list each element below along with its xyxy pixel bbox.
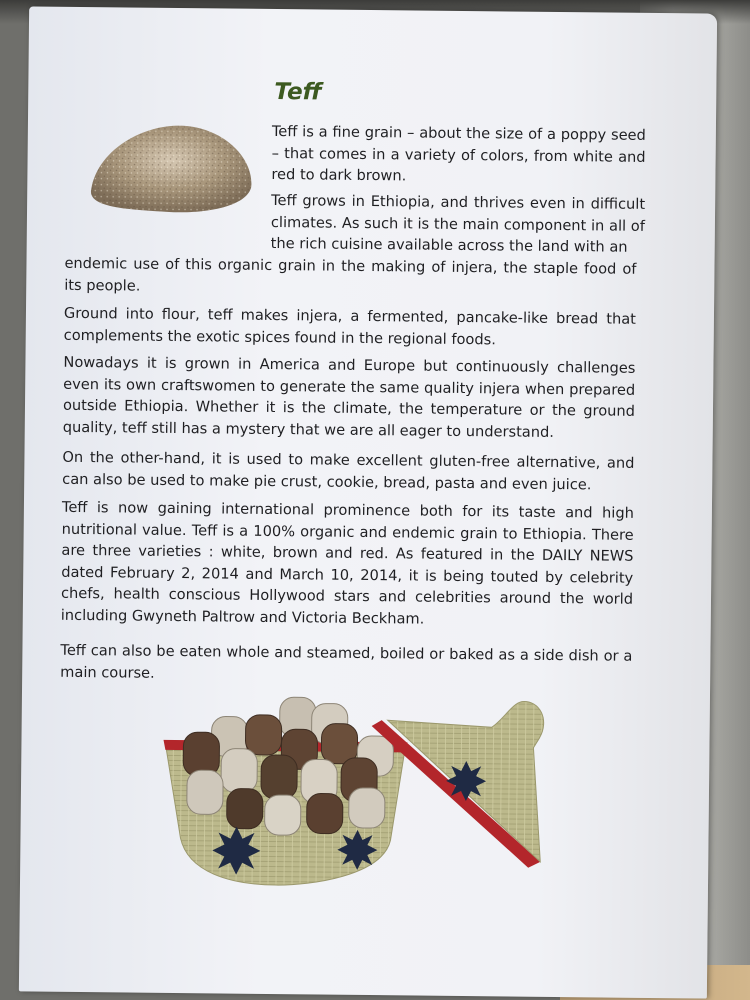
paragraph-growth: Teff grows in Ethiopia, and thrives even in difficult climates. As such it is the main component in all of the rich cuisine available across the land with an [270,191,646,256]
page-title: Teff [274,78,322,106]
book-page [19,6,717,998]
teff-grain-pile-image [85,109,258,219]
paragraph-injera: Ground into flour, teff makes injera, a fermented, pancake-like bread that complements the exotic spices found in the regional foods. [63,304,637,348]
paragraph-cultivation: Nowadays it is grown in America and Europe but continuously challenges even its own craftswomen to generate the same quality injera when prepared outside Ethiopia. Whether it is the climate, the temperature or the ground quality, teff still has a mystery that we are all eager to understand. [62,353,636,441]
paragraph-uses: On the other-hand, it is used to make excellent gluten-free alternative, and can also be used to make pie crust, cookie, bread, pasta and even juice. [62,448,635,493]
paragraph-growth-continued: endemic use of this organic grain in the making of injera, the staple food of its people. [64,254,637,295]
injera-basket-image [160,688,552,892]
paragraph-prominence: Teff is now gaining international prominence both for its taste and high nutritional value. Teff is a 100% organic and endemic grain to Ethiopia. There are three varieties : white, brown and red. As featured in the DAILY NEWS dated February 2, 2014 and March 10, 2014, it is being touted by celebrity chefs, health conscious Hollywood stars and celebrities around the world including Gwyneth Paltrow and Victoria Beckham. [60,498,634,628]
paragraph-whole-grain: Teff can also be eaten whole and steamed, boiled or baked as a side dish or a main course. [60,641,633,682]
paragraph-intro: Teff is a fine grain – about the size of a poppy seed – that comes in a variety of colors, from white and red to dark brown. [271,122,646,185]
